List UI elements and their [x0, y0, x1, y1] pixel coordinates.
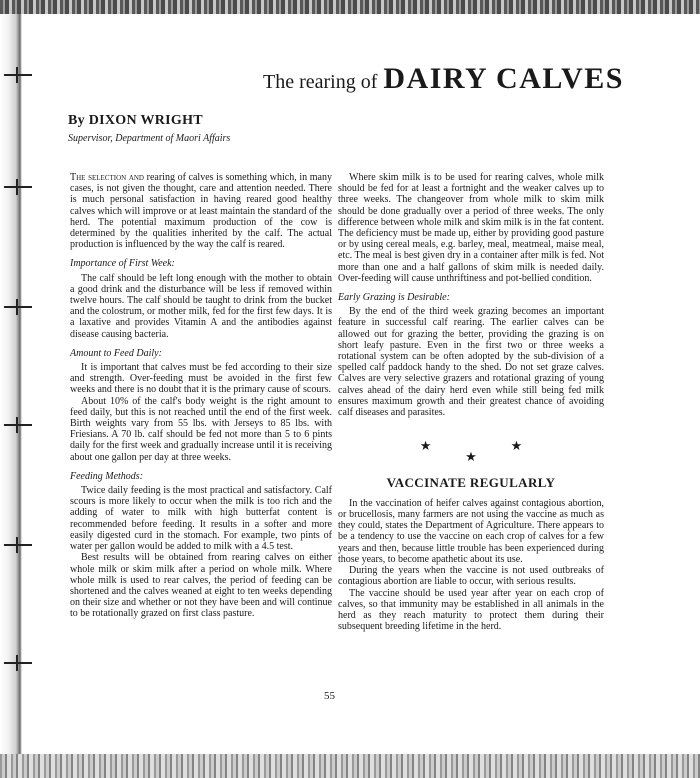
section-heading-first-week: Importance of First Week:: [70, 258, 175, 270]
section-heading-amount-to-feed: Amount to Feed Daily:: [70, 347, 162, 359]
scan-bottom-edge: [0, 754, 700, 778]
paragraph: In the vaccination of heifer calves against contagious abortion, or brucellosis, many farmers are not using the vaccine as much as they could, states the Department of Agriculture. There appears to be a tendency to use the vaccine on each crop of calves for a few years and then, because little trouble has been experienced during those years, to become apathetic about its use.: [338, 497, 604, 565]
binding-stitch: [4, 424, 32, 426]
left-column: [70, 172, 332, 620]
page-binding: [0, 14, 30, 754]
article-headline: [263, 62, 624, 96]
paragraph: The calf should be left long enough with the mother to obtain a good drink and the disturbance will be less if removed within twelve hours. The calf should be taught to drink from the bucket and the colostrum, or mother milk, fed for the first few days. It is a laxative and provides Vitamin A and the antibodies against disease causing bacteria.: [70, 272, 332, 340]
author-byline: By DIXON WRIGHT: [68, 113, 203, 128]
section-heading-vaccinate: VACCINATE REGULARLY: [386, 474, 556, 490]
right-column: [338, 172, 604, 632]
intro-rest: rearing of calves is something which, in many cases, is not given the thought, care and attention needed. There is much personal satisfaction in having reared good healthy calves which will improve or at least maintain the standard of the herd. The potential maximum production of the cow is determined by the qualities inherited by the calf. The actual production is influenced by the way the calf is reared.: [70, 172, 332, 251]
paragraph: It is important that calves must be fed according to their size and strength. Over-feeding must be avoided in the first few weeks and there is no doubt that it is the primary cause of scours.: [70, 362, 332, 396]
section-divider-stars: ★ ★ ★: [419, 438, 561, 465]
paragraph: The vaccine should be used year after year on each crop of calves, so that immunity may be established in all animals in the herd as they reach maturity to protect them during their subsequent breeding lifetime in the herd.: [338, 587, 604, 633]
intro-paragraph: [70, 172, 332, 250]
intro-lead: The selection and: [70, 172, 144, 183]
paragraph: Best results will be obtained from rearing calves on either whole milk or skim milk after a period on whole milk. Where whole milk is used to rear calves, the period of feeding can be shortened and the calves weaned at eight to ten weeks depending on their size and whether or not they have been and will continue to be rotationally grazed on first class pasture.: [70, 552, 332, 620]
headline-prefix: The rearing of: [262, 71, 378, 93]
section-heading-early-grazing: Early Grazing is Desirable:: [338, 292, 450, 304]
binding-stitch: [4, 662, 32, 664]
section-heading-feeding-methods: Feeding Methods:: [70, 470, 144, 482]
paragraph: About 10% of the calf's body weight is the right amount to feed daily, but this is not reached until the end of the first week. Birth weights vary from 55 lbs. with Jerseys to 85 lbs. with Friesians. A 70 lb. calf should be fed not more than 5 to 6 pints daily for the first week and gradually increase until it is receiving about one gallon per day at three weeks.: [70, 395, 332, 463]
binding-stitch: [4, 306, 32, 308]
author-role: Supervisor, Department of Maori Affairs: [68, 133, 231, 144]
binding-stitch: [4, 186, 32, 188]
paragraph: By the end of the third week grazing becomes an important feature in successful calf rearing. The earlier calves can be allowed out for grazing the better, providing the grazing is on short leafy pasture. Even in the first two or three weeks a rotational system can be often adopted by the sub-division of a spelled calf paddock handy to the shed. Do not set graze calves. Calves are very selective grazers and rotational grazing of young calves ahead of the dairy herd even while still being fed milk ensures maximum growth and their greatest chance of avoiding calf diseases and parasites.: [338, 306, 604, 419]
document-page: [52, 0, 672, 778]
paragraph: Where skim milk is to be used for rearing calves, whole milk should be fed for at least a fortnight and the weaker calves up to three weeks. The changeover from whole milk to skim milk should be done gradually over a period of three weeks. The only difference between whole milk and skim milk is in the fat content. The deficiency must be made up, either by providing good pasture or by using cereal meals, e.g. barley, meal, meatmeal, maise meal, etc. The meal is best given dry in a container after milk is fed. Not more than one and a half gallons of skim milk is needed daily. Over-feeding will cause unthriftiness and pot-bellied condition.: [338, 172, 604, 284]
binding-stitch: [4, 544, 32, 546]
page-number: 55: [324, 690, 335, 702]
paragraph: Twice daily feeding is the most practical and satisfactory. Calf scours is more likely to occur when the milk is too rich and the adding of water to milk with high butterfat content is recommended before feeding. It results in a softer and more easily digested curd in the stomach. For example, two pints of water per gallon would be added to milk with a 4.5 test.: [70, 485, 332, 553]
paragraph: During the years when the vaccine is not used outbreaks of contagious abortion are liable to occur, with serious results.: [338, 565, 604, 588]
binding-stitch: [4, 74, 32, 76]
headline-main: DAIRY CALVES: [383, 62, 624, 95]
